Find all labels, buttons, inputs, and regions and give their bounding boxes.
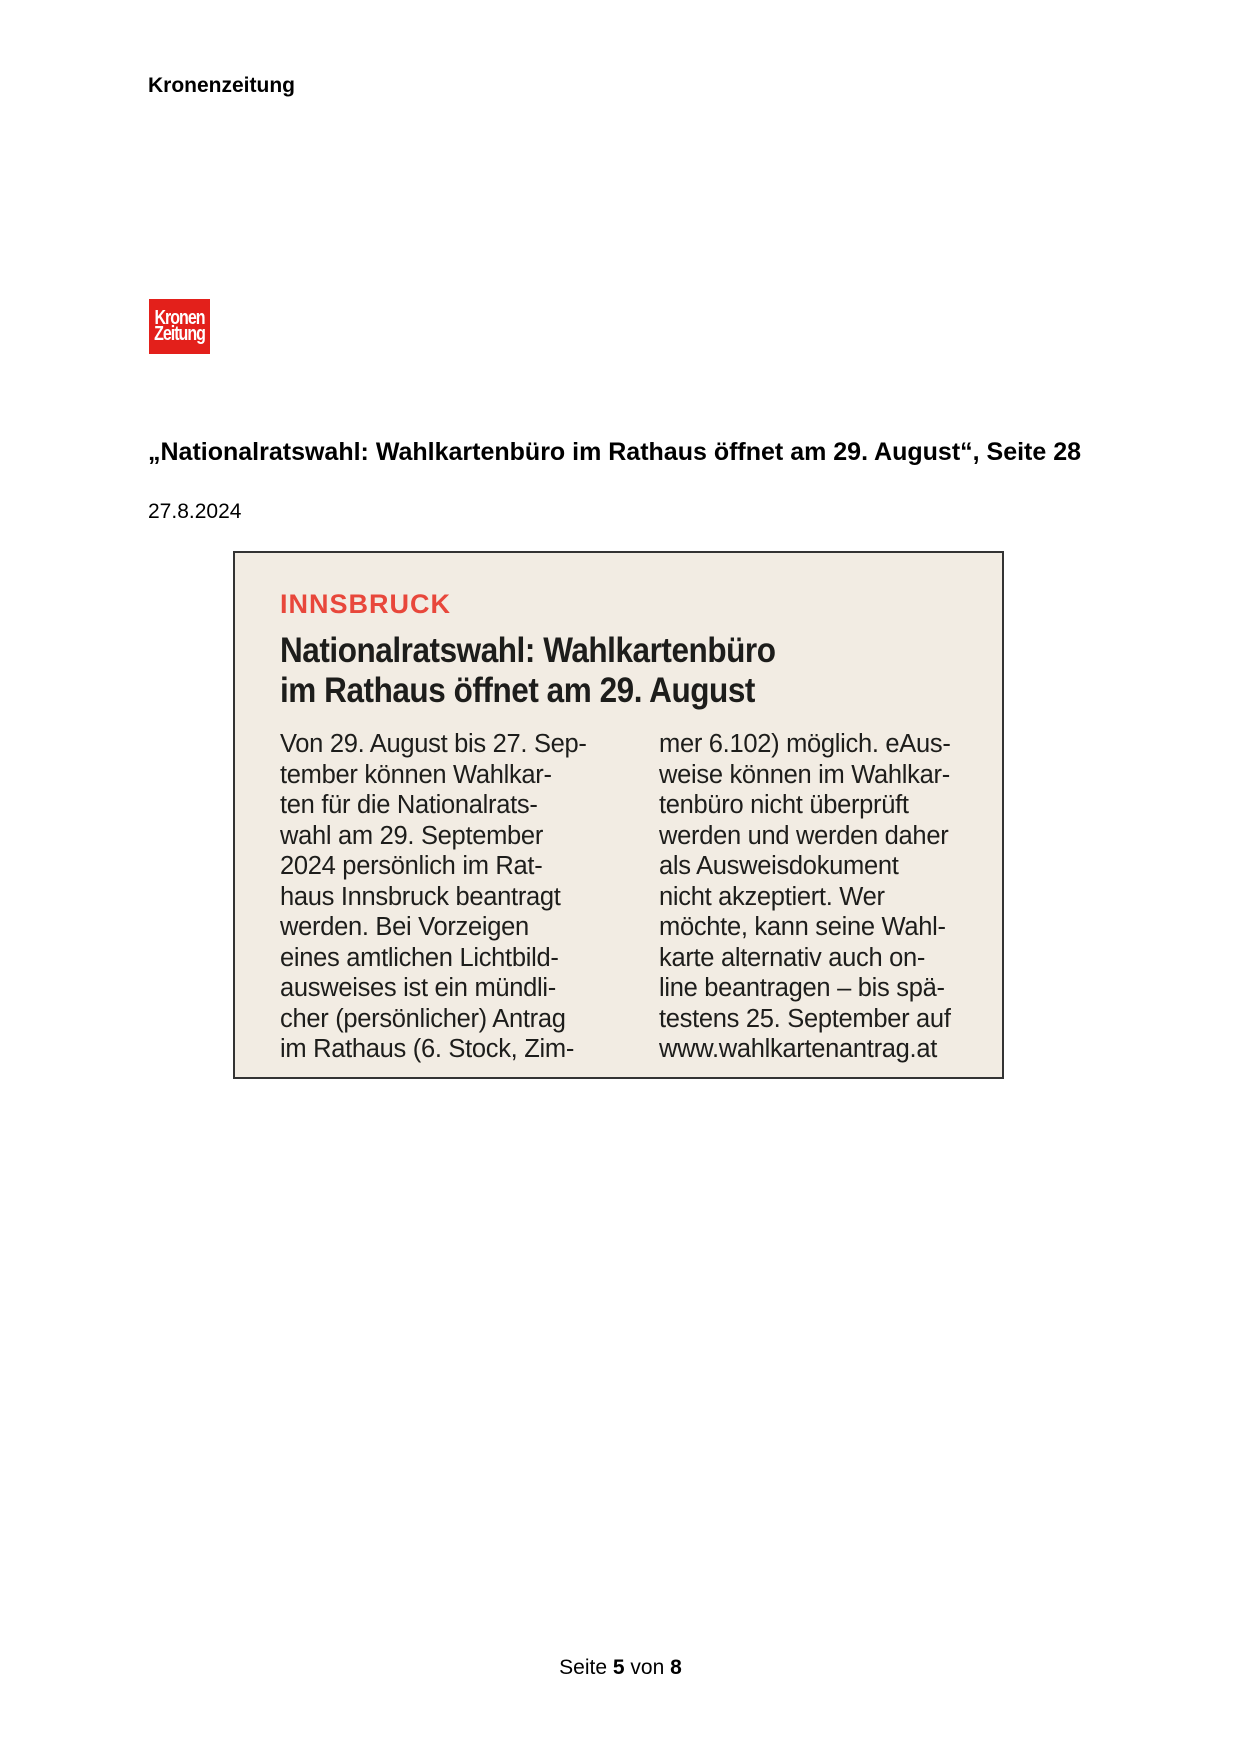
footer-middle: von [630, 1656, 665, 1679]
logo-line-2: Zeitung [154, 323, 205, 345]
body-line: werden. Bei Vorzeigen [280, 913, 529, 941]
body-line: ten für die Nationalrats- [280, 791, 538, 819]
body-line: wahl am 29. September [280, 821, 544, 850]
body-line: tember können Wahlkar- [280, 760, 552, 789]
body-line: karte alternativ auch on- [659, 943, 926, 972]
body-line: tenbüro nicht überprüft [659, 791, 909, 819]
body-line: line beantragen – bis spä- [659, 974, 945, 1002]
newspaper-clipping [233, 551, 1004, 1079]
body-line: werden und werden daher [659, 821, 949, 850]
clipping-left-column [280, 729, 625, 1065]
article-date: 27.8.2024 [148, 500, 242, 523]
footer-page-total: 8 [670, 1656, 682, 1679]
headline-line-1: Nationalratswahl: Wahlkartenbüro [280, 631, 776, 670]
body-line: testens 25. September auf [659, 1004, 951, 1033]
body-line: als Ausweisdokument [659, 852, 899, 880]
footer-page-number: 5 [612, 1656, 625, 1679]
body-line: möchte, kann seine Wahl- [659, 913, 946, 941]
body-line: im Rathaus (6. Stock, Zim- [280, 1035, 575, 1063]
body-line: nicht akzeptiert. Wer [659, 882, 885, 911]
logo-line-1: Kronen [154, 307, 205, 329]
clipping-right-column [659, 729, 1004, 1065]
article-title: „Nationalratswahl: Wahlkartenbüro im Rathaus öffnet am 29. August“, Seite 28 [148, 438, 1082, 466]
page-footer [0, 1656, 1241, 1680]
kronen-zeitung-logo [149, 299, 210, 354]
body-line: weise können im Wahlkar- [659, 760, 950, 789]
headline-line-2: im Rathaus öffnet am 29. August [280, 671, 755, 710]
body-line: eines amtlichen Lichtbild- [280, 943, 559, 972]
body-line: ausweises ist ein mündli- [280, 974, 556, 1002]
body-line: haus Innsbruck beantragt [280, 882, 561, 911]
body-line: cher (persönlicher) Antrag [280, 1004, 566, 1033]
clipping-kicker: INNSBRUCK [280, 589, 451, 619]
body-line: Von 29. August bis 27. Sep- [280, 730, 587, 758]
body-line: www.wahlkartenantrag.at [659, 1035, 937, 1063]
footer-prefix: Seite [559, 1656, 608, 1679]
body-line: mer 6.102) möglich. eAus- [659, 730, 951, 758]
source-name: Kronenzeitung [148, 74, 295, 97]
clipping-headline [280, 631, 910, 711]
body-line: 2024 persönlich im Rat- [280, 852, 543, 880]
